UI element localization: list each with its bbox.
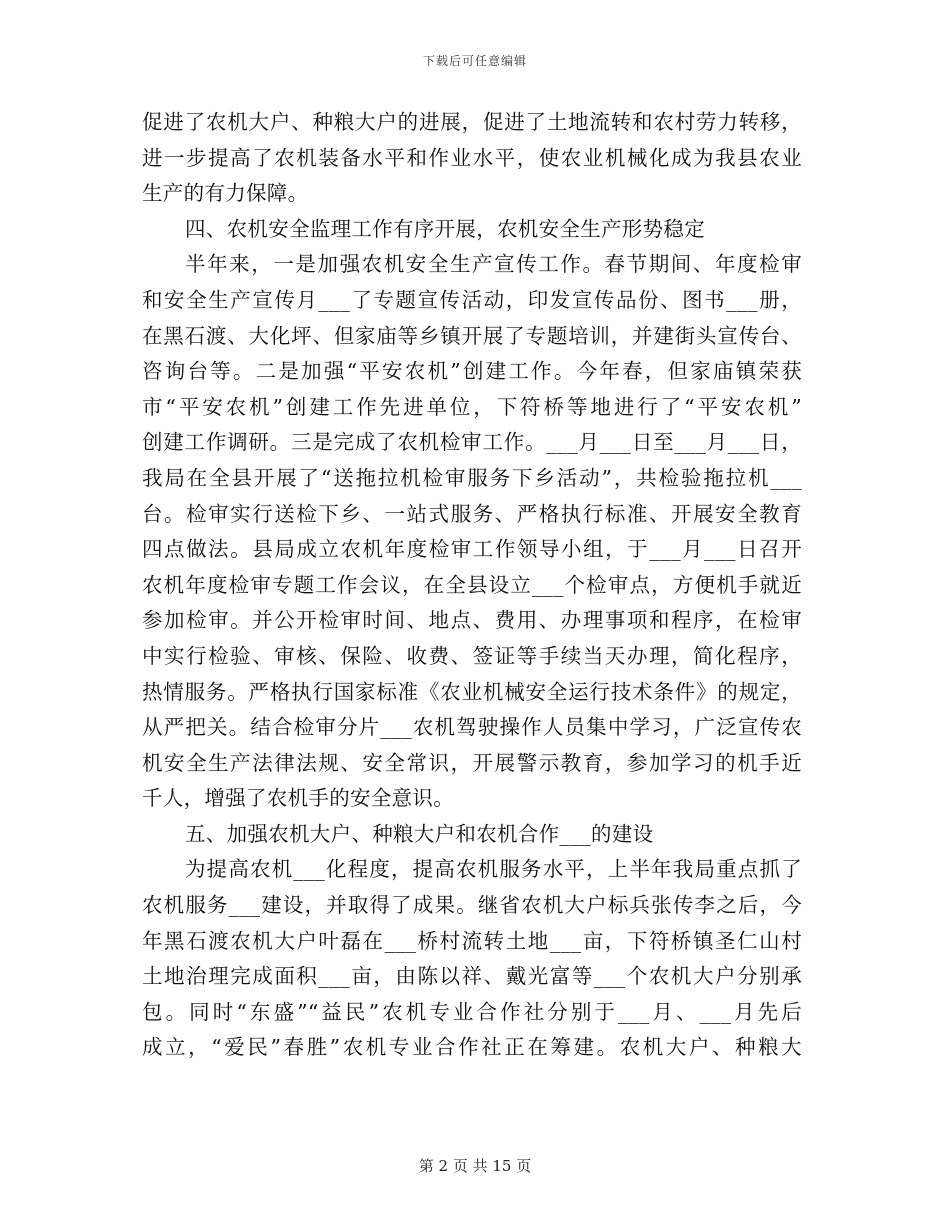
text-line: 创建工作调研。三是完成了农机检审工作。___月___日至___月___日， [142,430,802,455]
text-line: 千人，增强了农机手的安全意识。 [142,786,454,811]
text-line: 半年来，一是加强农机安全生产宣传工作。春节期间、年度检审 [185,252,802,277]
text-line: 市“平安农机”创建工作先进单位，下符桥等地进行了“平安农机” [142,394,802,419]
text-line: 农机服务___建设，并取得了成果。继省农机大户标兵张传李之后，今 [142,893,802,918]
text-line: 咨询台等。二是加强“平安农机”创建工作。今年春，但家庙镇荣获 [142,359,802,384]
text-line: 在黑石渡、大化坪、但家庙等乡镇开展了专题培训，并建街头宣传台、 [142,323,802,348]
text-line: 促进了农机大户、种粮大户的进展，促进了土地流转和农村劳力转移， [142,110,802,134]
text-line: 我局在全县开展了“送拖拉机检审服务下乡活动”，共检验拖拉机___ [142,465,802,490]
text-line: 五、加强农机大户、种粮大户和农机合作___的建设 [185,821,654,846]
text-line: 和安全生产宣传月___了专题宣传活动，印发宣传品份、图书___册， [142,287,802,312]
text-line: 台。检审实行送检下乡、一站式服务、严格执行标准、开展安全教育 [142,501,802,526]
text-line: 生产的有力保障。 [142,181,309,206]
text-line: 机安全生产法律法规、安全常识，开展警示教育，参加学习的机手近 [142,750,802,775]
text-line: 年黑石渡农机大户叶磊在___桥村流转土地___亩，下符桥镇圣仁山村 [142,928,802,953]
page-footer: 第 2 页 共 15 页 [418,1157,532,1175]
text-line: 进一步提高了农机装备水平和作业水平，使农业机械化成为我县农业 [142,145,802,170]
text-line: 四、农机安全监理工作有序开展，农机安全生产形势稳定 [185,216,705,241]
text-line: 中实行检验、审核、保险、收费、签证等手续当天办理，简化程序， [142,643,802,668]
text-line: 成立，“爱民”春胜”农机专业合作社正在筹建。农机大户、种粮大 [142,1035,802,1060]
document-body [142,105,802,1066]
text-line: 土地治理完成面积___亩，由陈以祥、戴光富等___个农机大户分别承 [142,964,802,989]
text-line: 包。同时“东盛”“益民”农机专业合作社分别于___月、___月先后 [142,999,802,1024]
page-header: 下载后可任意编辑 [422,54,527,68]
text-line: 农机年度检审专题工作会议，在全县设立___个检审点，方便机手就近 [142,572,802,597]
text-line: 参加检审。并公开检审时间、地点、费用、办理事项和程序，在检审 [142,608,802,633]
text-line: 为提高农机___化程度，提高农机服务水平，上半年我局重点抓了 [185,857,802,882]
text-line: 从严把关。结合检审分片___农机驾驶操作人员集中学习，广泛宣传农 [142,715,802,740]
text-line: 热情服务。严格执行国家标准《农业机械安全运行技术条件》的规定， [142,679,802,704]
text-line: 四点做法。县局成立农机年度检审工作领导小组，于___月___日召开 [142,537,802,562]
